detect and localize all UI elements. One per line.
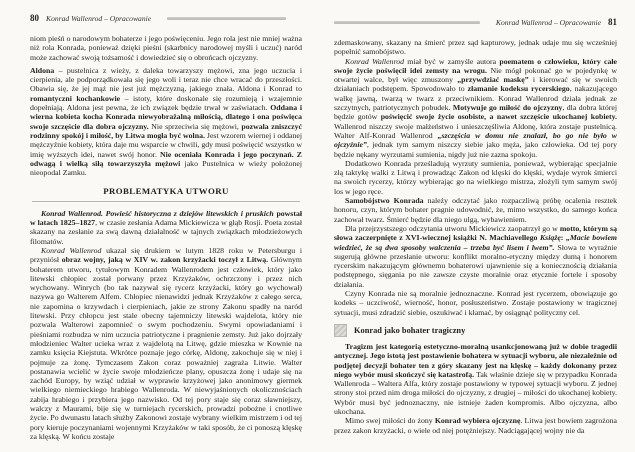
- subsection-heading-text: Konrad jako bohater tragiczny: [354, 325, 466, 335]
- section-heading-text: PROBLEMATYKA UTWORU: [103, 186, 229, 197]
- text-run: Motywuje go miłość do ojczyzny: [452, 103, 563, 113]
- paragraph: [334, 289, 617, 317]
- text-run: Książę: [539, 233, 561, 243]
- text-run: , w czasie zesłania Adama Mickiewicza w głąb Rosji. Poeta został skazany na zesłanie za swą dawną działalność w tajnych związkach młodzieżowych filomatów.: [30, 218, 302, 246]
- text-run: powstał w latach 1825–1827: [30, 208, 303, 228]
- text-run: Konrad Wallenrod: [41, 245, 102, 255]
- text-run: niom pieśń o narodowym bohaterze i jego poświęceniu. Jego rola jest nie mniej ważna niż rola Konrada, ponieważ dzięki pieśni (skarbnicy narodowej myśli i uczuć) naród może zachować swoją tożsamość i dowiedzieć się o obrońcach ojczyzny.: [30, 34, 302, 62]
- paragraph: [334, 342, 617, 416]
- text-run: Dla przejrzystszego odczytania utworu Mickiewicz zaopatrzył go w: [345, 223, 560, 233]
- text-run: „przywdziać maskę”: [457, 75, 529, 85]
- page-body-left: [30, 34, 302, 441]
- page-right: [334, 0, 617, 435]
- running-title: Konrad Wallenrod – Opracowanie: [495, 17, 601, 27]
- text-run: pozwala zniszczyć rodzinny spokój i miłość, by Litwa mogła być wolna.: [30, 121, 302, 140]
- text-run: Nie oceniała Konrada i jego poczynań. Z odwagą i wielką siłą towarzyszyła mężowi: [30, 149, 302, 168]
- text-run: , dla dobra której będzie gotów: [334, 103, 618, 122]
- text-run: zdemaskowany, skazany na śmierć przez sąd kapturowy, jednak udaje mu się wcześniej popełnić samobójstwo.: [334, 38, 617, 57]
- page-body-right: [334, 38, 617, 435]
- text-run: – istoty, które doskonale się rozumieją i wzajemnie dopełniają. Aldona jest pewna, że ich związek będzie trwał w zaświatach.: [30, 93, 302, 113]
- text-run: poświęcić swoje życie osobiste, a nawet szczęście ukochanej kobiety.: [380, 112, 617, 122]
- text-run: . Litwa jest bowiem zagrożona przez zakon krzyżacki, o wiele od niej potężniejszy. Nadciągającej wojny nie da: [334, 416, 617, 435]
- text-run: złamanie kodeksu rycerskiego: [467, 84, 570, 94]
- paragraph: [30, 66, 302, 178]
- subsection-heading: [334, 324, 617, 337]
- section-heading: [32, 187, 300, 201]
- text-run: należy odczytać jako rozpaczliwą próbę ocalenia resztek honoru, czyn, którym bohater pragnie udowodnić, że, mimo wszystko, do samego końca zachował twarz. Śmierć będzie dla niego ulgą, wybawieniem.: [334, 196, 617, 224]
- page-header-left: [30, 13, 302, 23]
- text-run: – pustelnica z wieży, z daleka towarzyszy mężowi, zna jego uczucia i cierpienia, ale podporządkowała się jego woli i teraz nie chce wracać do przeszłości. Obawia się, że jej mąż nie jest już mężczyzną, jakiego znała. Aldona i Konrad to: [30, 65, 302, 94]
- page-number: 80: [30, 13, 39, 23]
- text-run: obraz wojny, jaką w XIV w. zakon krzyżacki toczył z Litwą.: [61, 255, 269, 265]
- text-run: miał być w zamyśle autora: [404, 56, 500, 66]
- text-run: „szczęścia w domu nie znalazł, bo go nie było w ojczyźnie”: [334, 130, 617, 150]
- text-run: Wallenrod niszczy swoje małżeństwo i unieszczęśliwia Aldonę, która zostaje pustelnicą. Walter Alf-Konrad Wallenrod: [334, 121, 617, 140]
- paragraph: [30, 209, 302, 246]
- text-run: Aldona: [30, 65, 55, 75]
- text-run: Dodatkowo Konrada prześladują wyrzuty sumienia, ponieważ, wybierając specjalnie złą taktykę walki z Litwą i prowadząc Zakon od klęski do klęski, wydaje wyrok śmierci na swoich rycerzy, którzy wybierając go na wielkiego mistrza, złożyli tym samym swój los w jego ręce.: [334, 158, 617, 196]
- text-run: Konrad Wallenrod. Powieść historyczna z dziejów litewskich i pruskich: [41, 208, 274, 218]
- text-run: jako Pustelnica w wieży położonej nieopodal Zamku.: [30, 158, 302, 178]
- text-run: i kierować się w swoich działaniach podstępem. Spowodowało to: [334, 75, 617, 94]
- text-run: Konrad wybiera ojczyznę: [434, 416, 521, 426]
- text-run: Nie sprzeciwia się mężowi,: [148, 121, 242, 131]
- paragraph: [30, 34, 302, 62]
- text-run: , jednak tym samym niszczy siebie jako męża, jako człowieka. Od tej pory będzie nękany wyrzutami sumienia, nigdy już nie zazna spokoju.: [334, 140, 617, 159]
- text-run: Samobójstwo Konrada: [345, 196, 424, 206]
- text-run: Głównym bohaterem utworu, tytułowym Konradem Wallenrodem jest człowiek, który jako litewski chłopiec został porwany przez Krzyżaków, ochrzczony i przez nich wychowany. Winrych (bo tak nazywał się rycerz krzyżacki, który go wychował) nazywa go Walterem Alfem. Chłopiec nienawidzi jednak Krzyżaków z całego serca, nie zapomina o krzywdach i cierpieniach, jakie ze strony Zakonu spadły na naród litewski. Przy chłopcu jest stale obecny tajemniczy litewski wajdelota, który nie pozwala Walterowi zapomnieć o swym pochodzeniu. Swymi opowiadaniami i pieśniami rozbudza w nim uczucia patriotyczne i pragnienie zemsty. Już jako dojrzały młodzieniec Walter ucieka wraz z wajdelotą na Litwę, gdzie mieszka w Kownie na zamku księcia Kiejstuta. Wkrótce poznaje jego córkę, Aldonę, zakochuje się w niej i pojmuje za żonę. Tymczasem Zakon coraz poważniej zagraża Litwie. Walter postanawia wcielić w życie swoje młodzieńcze plany, opuszcza żonę i udaje się na zachód Europy, by wziąć udział w wyprawie krzyżowej jako anonimowy giermek wielkiego niemieckiego hrabiego Wallenroda. W niewyjaśnionych okolicznościach zabija hrabiego i przybiera jego nazwisko. Od tej pory staje się coraz sławniejszy, walczy z Maurami, bije się w turniejach rycerskich, prowadzi pobożne i cnotliwe życie. Po dwunastu latach służby Zakonowi zostaje wybrany wielkim mistrzem i od tej pory kieruje poczynaniami wojennymi Krzyżaków w taki sposób, że ci ponoszą klęskę za klęską. W końcu zostaje: [30, 255, 302, 441]
- text-run: Oddana i wierna kobieta kocha Konrada niewyobrażalną miłością, dlatego i ona poświęca swoje szczęście dla dobra ojczyzny.: [30, 103, 302, 131]
- text-run: Czyny Konrada nie są moralnie jednoznaczne. Konrad jest rycerzem, obowiązuje go kodeks – uczciwość, wierność, honor, posłuszeństwo. Zostaje postawiony w tragicznej sytuacji, musi zdradzić siebie, oszukiwać i kłamać, by osiągnąć polityczny cel.: [334, 289, 617, 317]
- paragraph: [30, 246, 302, 441]
- hatched-ornament-icon: [334, 324, 347, 337]
- running-title: Konrad Wallenrod – Opracowanie: [46, 13, 152, 23]
- header-rule: [167, 17, 286, 20]
- text-run: Nie mógł pokonać go w pojedynkę w otwartej walce, był więc zmuszony: [334, 65, 617, 85]
- paragraph: [334, 224, 617, 289]
- text-run: poematem o człowieku, który całe swoje życie poświęcił idei zemsty na wrogu.: [334, 56, 617, 75]
- paragraph: [334, 38, 617, 57]
- text-run: Jest wzorem wiernej i oddanej mężczyźnie kobiety, która daje mu wsparcie w chwili, gdy musi poświęcić wszystko w imię wyższych idei, nawet swój honor.: [30, 130, 302, 159]
- page-header-right: [334, 17, 617, 27]
- text-run: Słowa te wyraźnie sugerują główne przesłanie utworu: konflikt moralno-etyczny między dumą i honorem rycerskim nakazującym głównemu bohaterowi ujawnienie się a koniecznością działania podstępnego, sięgania po nie zawsze czyste moralnie oraz etycznie fortele i sposoby działania.: [334, 242, 617, 289]
- heading-rule: [32, 201, 300, 202]
- page-number: 81: [608, 17, 617, 27]
- text-run: Mimo swej miłości do żony: [345, 416, 435, 426]
- text-run: ukazał się drukiem w lutym 1828 roku w Petersburgu i przyniósł: [30, 245, 302, 265]
- paragraph: [334, 57, 617, 159]
- paragraph: [334, 416, 617, 435]
- text-run: „Macie bowiem wiedzieć, że są dwa sposoby walczenia – trzeba być lisem i lwem”.: [334, 233, 617, 252]
- text-run: Konrad Wallenrod: [345, 56, 405, 66]
- text-run: motto, którym są słowa zaczerpnięte z XVI-wiecznej książki N. Machiavellego: [334, 223, 617, 243]
- text-run: romantyczni kochankowie: [30, 93, 121, 103]
- header-rule: [334, 21, 480, 24]
- text-run: :: [560, 233, 566, 243]
- text-run: Tragizm jest kategorią estetyczno-moralną usankcjonowaną już w dobie tragedii antycznej. Jego istotą jest postawienie bohatera w sytuacji wyboru, ale niezależnie od podjętej decyzji bohater ten z góry skazany jest na klęskę – każdy dokonany przez niego wybór musi skończyć się katastrofą.: [334, 341, 617, 379]
- text-run: Tak właśnie dzieje się w przypadku Konrada Wallenroda – Waltera Alfa, który zostaje postawiony w typowej sytuacji wyboru. Z jednej strony stoi przed nim droga miłości do ojczyzny, z drugiej – miłości do ukochanej kobiety. Wybór musi być jednoznaczny, nie istnieje żaden kompromis. Albo ojczyzna, albo ukochana.: [334, 369, 617, 416]
- text-run: , nakazującego walkę jawną, twarzą w twarz z przeciwnikiem. Konrad Wallenrod działa jednak ze szczytnych, patriotycznych pobudek.: [334, 84, 617, 113]
- page-left: [30, 0, 302, 441]
- paragraph: [334, 196, 617, 224]
- paragraph: [334, 159, 617, 196]
